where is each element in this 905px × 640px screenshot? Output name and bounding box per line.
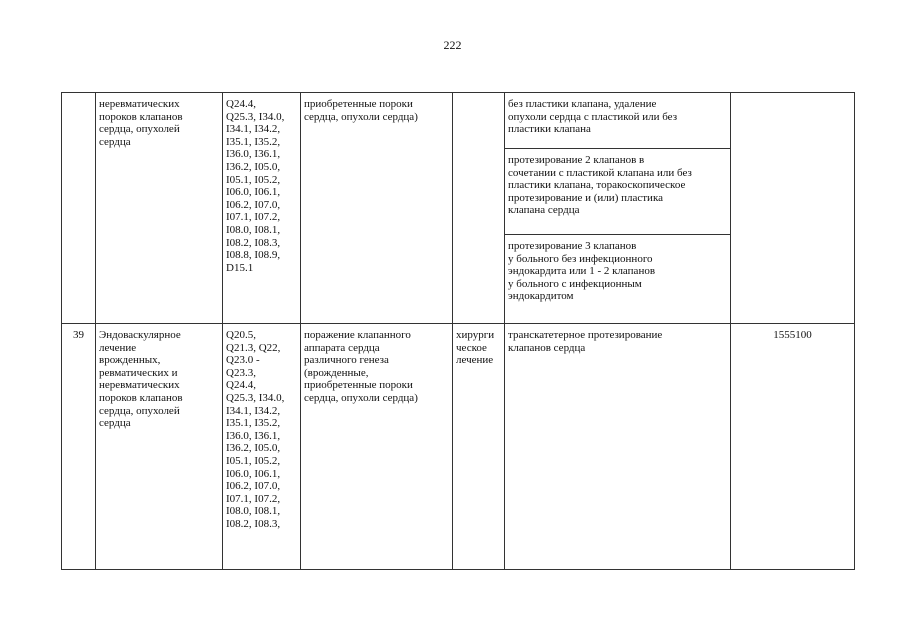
medical-care-table (61, 92, 855, 570)
page-number: 222 (443, 38, 462, 52)
treatment-name-cell: Эндоваскулярное лечение врожденных, ревматических и неревматических пороков клапанов сердца, опухолей сердца (96, 324, 223, 570)
row-number-cell (62, 93, 96, 324)
treatment-method-cell: протезирование 2 клапанов в сочетании с пластикой клапана или без пластики клапана, торакоскопическое протезирование и (или) пластика клапана сердца (505, 149, 731, 235)
treatment-type-cell: хирурги ческое лечение (453, 324, 505, 570)
patient-model-cell: приобретенные пороки сердца, опухоли сердца) (301, 93, 453, 324)
icd-codes-cell: Q20.5, Q21.3, Q22, Q23.0 - Q23.3, Q24.4, Q25.3, I34.0, I34.1, I34.2, I35.1, I35.2, I36.0, I36.1, I36.2, I05.0, I05.1, I05.2, I06.0, I06.1, I06.2, I07.0, I07.1, I07.2, I08.0, I08.1, I08.2, I08.3, (223, 324, 301, 570)
table-row (62, 93, 855, 149)
treatment-method-cell: протезирование 3 клапанов у больного без инфекционного эндокардита или 1 - 2 клапанов у больного с инфекционным эндокардитом (505, 235, 731, 324)
price-cell (731, 93, 855, 324)
patient-model-cell: поражение клапанного аппарата сердца различного генеза (врожденные, приобретенные пороки сердца, опухоли сердца) (301, 324, 453, 570)
icd-codes-cell: Q24.4, Q25.3, I34.0, I34.1, I34.2, I35.1, I35.2, I36.0, I36.1, I36.2, I05.0, I05.1, I05.2, I06.0, I06.1, I06.2, I07.0, I07.1, I07.2, I08.0, I08.1, I08.2, I08.3, I08.8, I08.9, D15.1 (223, 93, 301, 324)
table-row (62, 324, 855, 570)
treatment-method-cell: без пластики клапана, удаление опухоли сердца с пластикой или без пластики клапана (505, 93, 731, 149)
row-number-cell: 39 (62, 324, 96, 570)
price-cell: 1555100 (731, 324, 855, 570)
treatment-type-cell (453, 93, 505, 324)
treatment-method-cell: транскатетерное протезирование клапанов сердца (505, 324, 731, 570)
treatment-name-cell: неревматических пороков клапанов сердца, опухолей сердца (96, 93, 223, 324)
